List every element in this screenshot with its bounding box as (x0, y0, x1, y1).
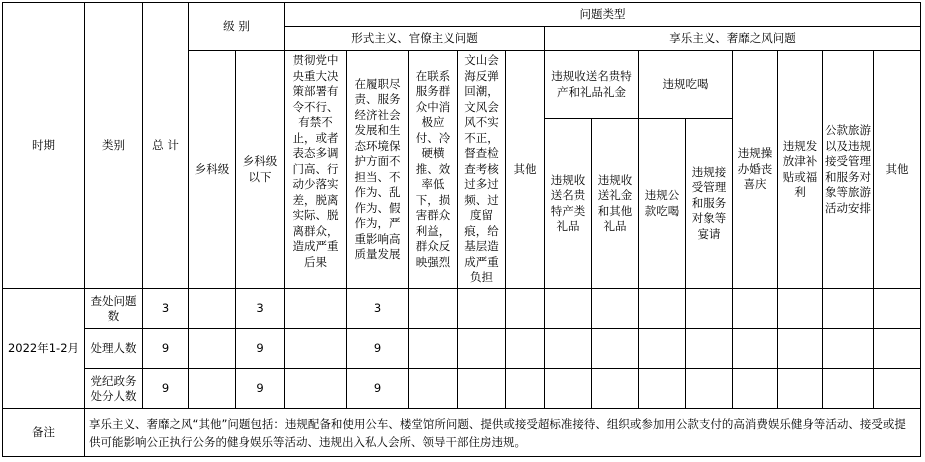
cell-empty (458, 369, 506, 409)
header-formalism-col-1: 贯彻党中央重大决策部署有令不行、有禁不止，或者表态多调门高、行动少落实差，脱离实际、脱离群众，造成严重后果 (285, 51, 347, 289)
cell-empty (506, 329, 545, 369)
header-hedonism-col-subsidy: 违规发放津补贴或福利 (778, 51, 823, 289)
cell-empty (686, 369, 733, 409)
cell-empty (545, 329, 592, 369)
cell-empty (285, 329, 347, 369)
cell-empty (285, 369, 347, 409)
header-level-township: 乡科级 (189, 51, 236, 289)
header-hedonism-group: 享乐主义、奢靡之风问题 (545, 27, 921, 51)
cell-empty (506, 289, 545, 329)
header-level-group: 级 别 (189, 3, 285, 51)
cell-total: 9 (143, 369, 189, 409)
header-hedonism-col-travel: 公款旅游以及违规接受管理和服务对象等旅游活动安排 (823, 51, 874, 289)
table-row (3, 289, 921, 329)
cell-total: 9 (143, 329, 189, 369)
header-formalism-col-4 (458, 51, 506, 289)
cell-empty (686, 329, 733, 369)
cell-empty (874, 329, 921, 369)
header-problem-type: 问题类型 (285, 3, 921, 27)
note-row (3, 409, 921, 457)
cell-empty (639, 329, 686, 369)
cell-empty (285, 289, 347, 329)
cell-empty (778, 369, 823, 409)
header-formalism-col-other: 其他 (506, 51, 545, 289)
cell-empty (592, 289, 639, 329)
cell-empty (823, 369, 874, 409)
note-label: 备注 (3, 409, 85, 457)
cell-empty (592, 329, 639, 369)
cell-empty (874, 369, 921, 409)
cell-below: 3 (236, 289, 285, 329)
cell-empty (458, 289, 506, 329)
cell-empty (592, 369, 639, 409)
cell-responsibility: 9 (347, 369, 409, 409)
header-hedonism-col-other: 其他 (874, 51, 921, 289)
cell-empty (823, 289, 874, 329)
table-row (3, 329, 921, 369)
cell-below: 9 (236, 369, 285, 409)
header-dining-group: 违规吃喝 (639, 51, 733, 119)
header-category: 类别 (85, 3, 143, 289)
header-formalism-col-3: 在联系服务群众中消极应付、冷硬横推、效率低下，损害群众利益，群众反映强烈 (409, 51, 458, 289)
header-period: 时期 (3, 3, 85, 289)
header-level-below: 乡科级以下 (236, 51, 285, 289)
cell-township (189, 329, 236, 369)
header-gift-group: 违规收送名贵特产和礼品礼金 (545, 51, 639, 119)
cell-empty (733, 329, 778, 369)
cell-empty (506, 369, 545, 409)
cell-empty (686, 289, 733, 329)
row-label: 处理人数 (85, 329, 143, 369)
cell-empty (733, 369, 778, 409)
cell-empty (545, 369, 592, 409)
row-label: 党纪政务处分人数 (85, 369, 143, 409)
cell-empty (409, 329, 458, 369)
cell-empty (639, 369, 686, 409)
cell-empty (409, 289, 458, 329)
cell-responsibility: 9 (347, 329, 409, 369)
header-formalism-col-4-text: 文山会海反弹回潮，文风会风不实不正，督查检查考核过多过频、过度留痕，给基层造成严重负担 (464, 53, 499, 284)
cell-total: 3 (143, 289, 189, 329)
cell-below: 9 (236, 329, 285, 369)
cell-township (189, 289, 236, 329)
cell-empty (409, 369, 458, 409)
header-gift-col-cash: 违规收送礼金和其他礼品 (592, 119, 639, 289)
cell-empty (733, 289, 778, 329)
row-label: 查处问题数 (85, 289, 143, 329)
cell-empty (778, 289, 823, 329)
note-text: 享乐主义、奢靡之风“其他”问题包括：违规配备和使用公车、楼堂馆所问题、提供或接受超标准接待、组织或参加用公款支付的高消费娱乐健身等活动、接受或提供可能影响公正执行公务的健身娱乐等活动、违规出入私人会所、领导干部住房违规。 (85, 409, 921, 457)
cell-empty (458, 329, 506, 369)
cell-township (189, 369, 236, 409)
cell-empty (639, 289, 686, 329)
table-row (3, 369, 921, 409)
header-hedonism-col-wedding: 违规操办婚丧喜庆 (733, 51, 778, 289)
header-formalism-col-2: 在履职尽责、服务经济社会发展和生态环境保护方面不担当、不作为、乱作为、假作为，严重影响高质量发展 (347, 51, 409, 289)
cell-empty (778, 329, 823, 369)
header-dining-col-banquet: 违规接受管理和服务对象等宴请 (686, 119, 733, 289)
period-cell: 2022年1-2月 (3, 289, 85, 409)
header-gift-col-specialty: 违规收送名贵特产类礼品 (545, 119, 592, 289)
statistics-table (2, 2, 921, 457)
header-total: 总 计 (143, 3, 189, 289)
cell-empty (545, 289, 592, 329)
cell-empty (823, 329, 874, 369)
header-formalism-group: 形式主义、官僚主义问题 (285, 27, 545, 51)
header-dining-col-public: 违规公款吃喝 (639, 119, 686, 289)
cell-responsibility: 3 (347, 289, 409, 329)
cell-empty (874, 289, 921, 329)
